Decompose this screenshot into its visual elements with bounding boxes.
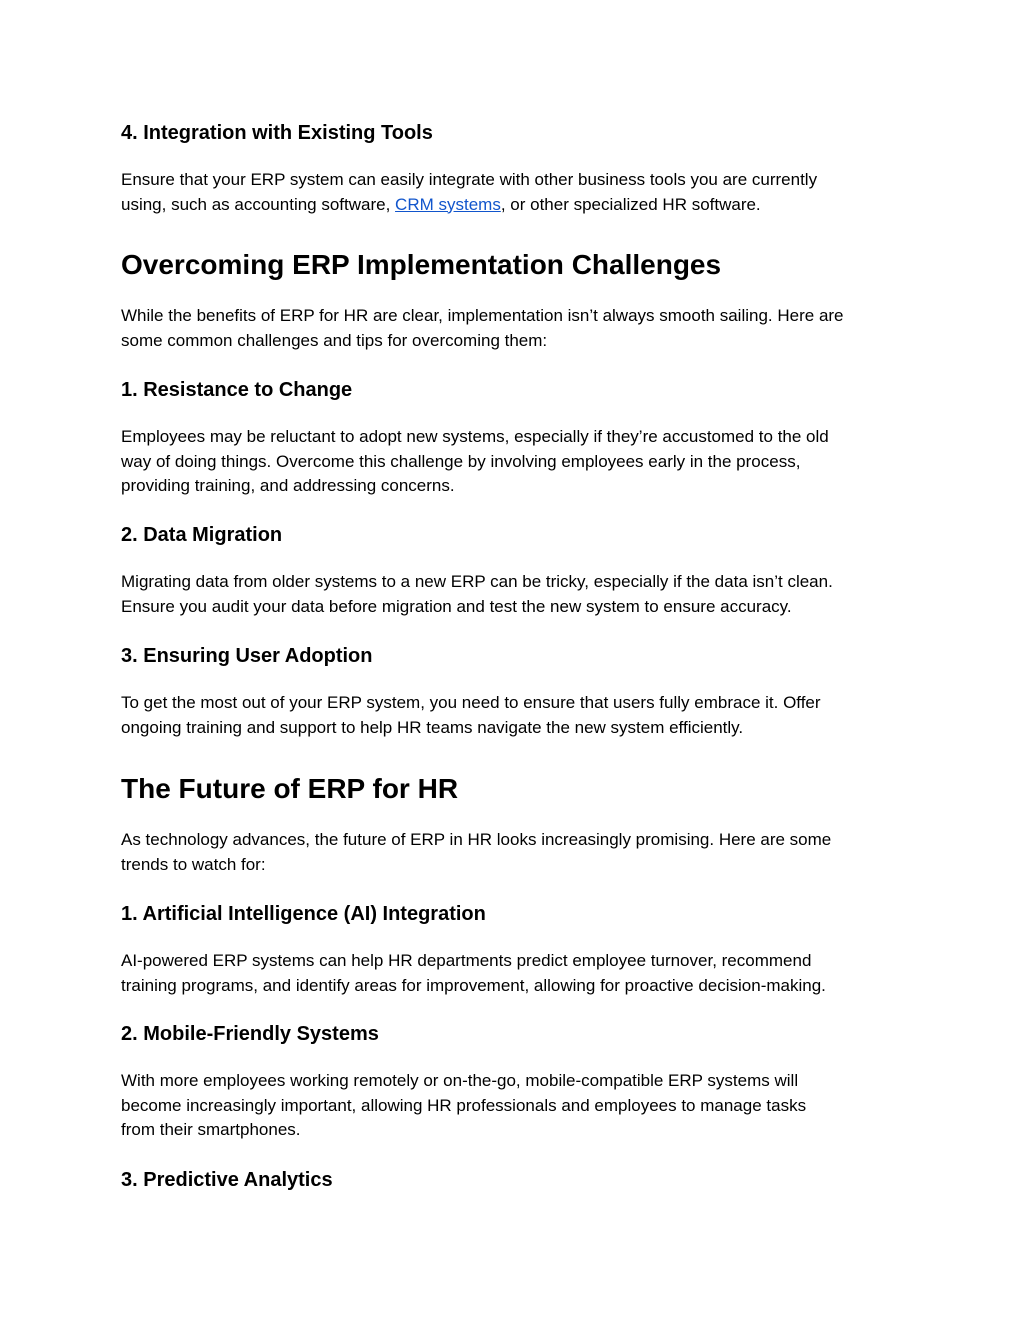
future-intro xyxy=(121,828,921,877)
paragraph-line: Employees may be reluctant to adopt new systems, especially if they’re accustomed to the old xyxy=(121,427,829,446)
user-adoption-paragraph xyxy=(121,691,921,740)
integration-paragraph xyxy=(121,168,921,217)
paragraph-line: AI-powered ERP systems can help HR departments predict employee turnover, recommend xyxy=(121,951,812,970)
paragraph-line: While the benefits of ERP for HR are clear, implementation isn’t always smooth sailing. Here are xyxy=(121,306,844,325)
crm-systems-link[interactable]: CRM systems xyxy=(395,194,501,214)
overcoming-heading: Overcoming ERP Implementation Challenges xyxy=(121,249,722,280)
paragraph-line: ongoing training and support to help HR teams navigate the new system efficiently. xyxy=(121,717,744,737)
paragraph-line xyxy=(121,193,921,218)
future-heading: The Future of ERP for HR xyxy=(121,773,459,804)
integration-heading: 4. Integration with Existing Tools xyxy=(121,122,433,144)
paragraph-line: Ensure that your ERP system can easily integrate with other business tools you are currently xyxy=(121,170,818,189)
paragraph-line: way of doing things. Overcome this challenge by involving employees early in the process, xyxy=(121,451,801,471)
resistance-heading: 1. Resistance to Change xyxy=(121,379,353,401)
ai-integration-paragraph xyxy=(121,949,921,998)
paragraph-line: become increasingly important, allowing HR professionals and employees to manage tasks xyxy=(121,1095,807,1115)
mobile-friendly-paragraph xyxy=(121,1069,921,1143)
paragraph-line: some common challenges and tips for overcoming them: xyxy=(121,330,548,350)
overcoming-intro xyxy=(121,304,921,353)
paragraph-line: Ensure you audit your data before migration and test the new system to ensure accuracy. xyxy=(121,596,792,616)
ai-integration-heading: 1. Artificial Intelligence (AI) Integration xyxy=(121,903,486,925)
resistance-paragraph xyxy=(121,425,921,499)
paragraph-line: trends to watch for: xyxy=(121,854,266,874)
data-migration-heading: 2. Data Migration xyxy=(121,524,283,546)
paragraph-line: Migrating data from older systems to a new ERP can be tricky, especially if the data isn’t clean. xyxy=(121,572,833,591)
paragraph-line: As technology advances, the future of ERP in HR looks increasingly promising. Here are some xyxy=(121,830,832,849)
data-migration-paragraph xyxy=(121,570,921,619)
paragraph-line: from their smartphones. xyxy=(121,1120,301,1139)
mobile-friendly-heading: 2. Mobile-Friendly Systems xyxy=(121,1023,379,1045)
paragraph-line: With more employees working remotely or on-the-go, mobile-compatible ERP systems will xyxy=(121,1071,799,1090)
user-adoption-heading: 3. Ensuring User Adoption xyxy=(121,645,373,667)
paragraph-line: providing training, and addressing concerns. xyxy=(121,476,455,495)
paragraph-line: training programs, and identify areas for improvement, allowing for proactive decision-making. xyxy=(121,975,826,995)
paragraph-line: To get the most out of your ERP system, you need to ensure that users fully embrace it. Offer xyxy=(121,693,821,712)
paragraph-text: , or other specialized HR software. xyxy=(500,194,761,214)
predictive-analytics-heading: 3. Predictive Analytics xyxy=(121,1169,333,1191)
paragraph-text: using, such as accounting software, xyxy=(121,194,396,214)
